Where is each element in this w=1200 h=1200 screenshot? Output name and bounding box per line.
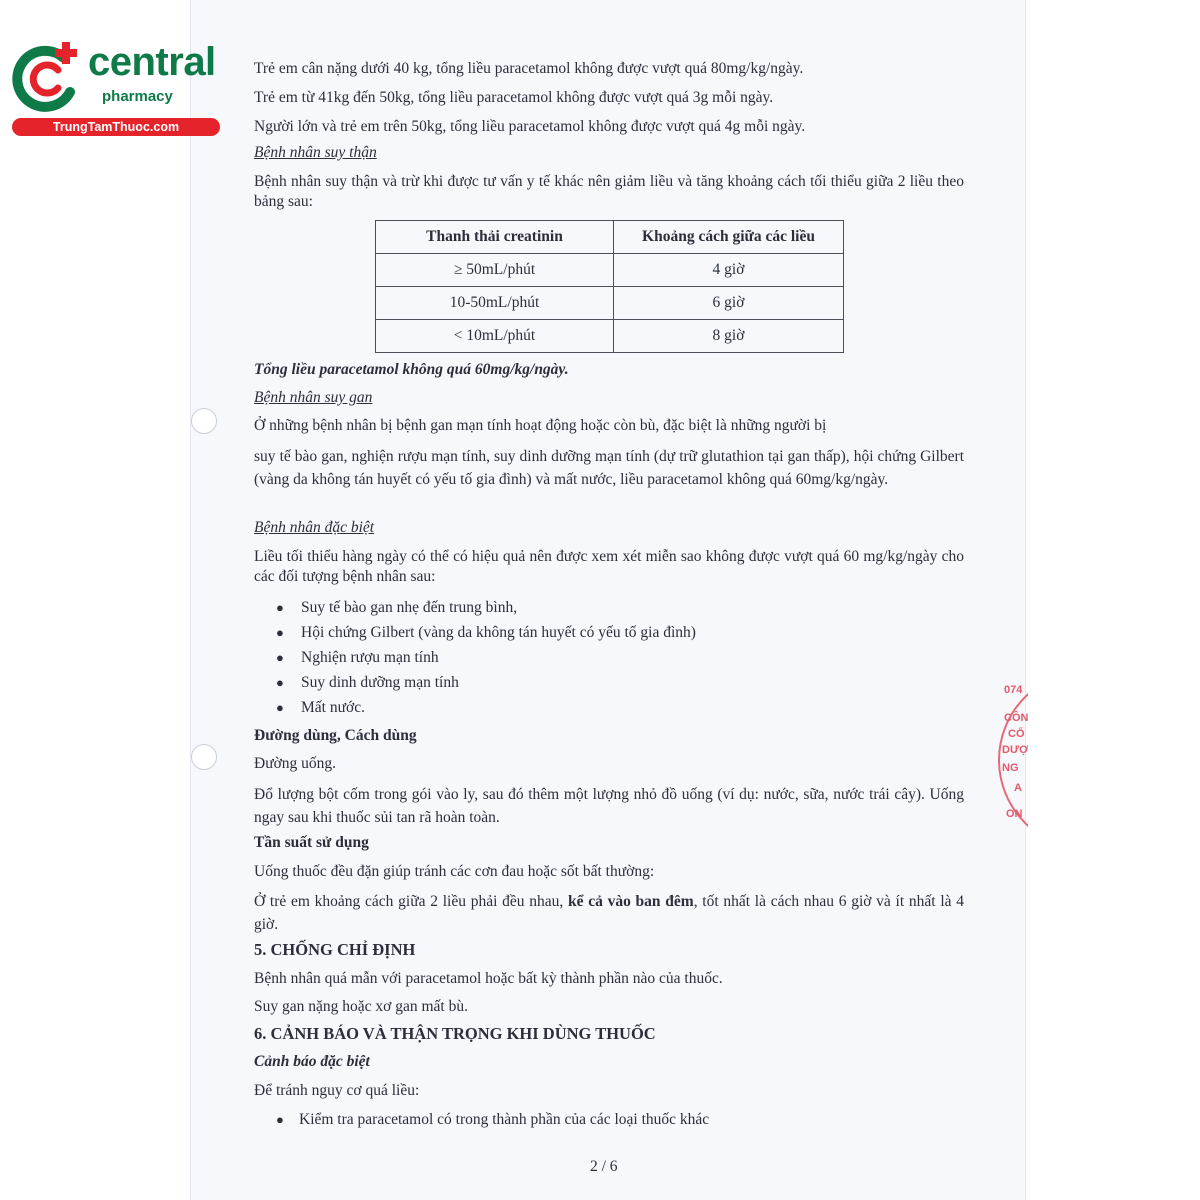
special-text: Liều tối thiểu hàng ngày có thể có hiệu quả nên được xem xét miễn sao không được vượt quá 60 mg/kg/ngày cho các đối tượng bệnh nhân sau: [254, 548, 964, 585]
table-header: Thanh thải creatinin [376, 221, 614, 254]
table-cell: 6 giờ [614, 287, 844, 320]
page-number: 2 / 6 [590, 1158, 618, 1175]
contraindication-1: Bệnh nhân quá mẫn với paracetamol hoặc bất kỳ thành phần nào của thuốc. [254, 970, 723, 987]
heading-renal: Bệnh nhân suy thận [254, 144, 377, 161]
heading-route: Đường dùng, Cách dùng [254, 727, 417, 744]
bullet-icon: ● [276, 1112, 284, 1127]
section-5-heading: 5. CHỐNG CHỈ ĐỊNH [254, 940, 416, 959]
logo-name: central [88, 40, 216, 84]
list-item: Mất nước. [301, 699, 365, 716]
bullet-icon: ● [276, 700, 284, 715]
stamp-text: CÔN [1004, 712, 1028, 724]
renal-text: Bệnh nhân suy thận và trừ khi được tư vấn y tế khác nên giảm liều và tăng khoảng cách tối thiểu giữa 2 liều theo bảng sau: [254, 173, 964, 210]
stamp-text: NG [1002, 762, 1019, 774]
contraindication-2: Suy gan nặng hoặc xơ gan mất bù. [254, 998, 468, 1015]
heading-liver: Bệnh nhân suy gan [254, 389, 373, 406]
table-header: Khoảng cách giữa các liều [614, 221, 844, 254]
liver-text-2: suy tế bào gan, nghiện rượu mạn tính, suy dinh dưỡng mạn tính (dự trữ glutathion tại gan thấp), hội chứng Gilbert (vàng da không tán huyết có yếu tố gia đình) và mất nước, liều paracetamol không quá 60mg/kg/ngày. [254, 448, 964, 488]
table-cell: < 10mL/phút [376, 320, 614, 353]
bullet-icon: ● [276, 675, 284, 690]
creatinine-table [375, 220, 844, 353]
stamp-text: 074 [1004, 684, 1023, 696]
section-6-heading: 6. CẢNH BÁO VÀ THẬN TRỌNG KHI DÙNG THUỐC [254, 1024, 656, 1043]
logo-site-link[interactable]: TrungTamThuoc.com [12, 118, 220, 136]
list-item: Suy dinh dưỡng mạn tính [301, 674, 459, 691]
logo-subtitle: pharmacy [102, 88, 173, 105]
table-row [376, 254, 844, 287]
heading-frequency: Tần suất sử dụng [254, 834, 369, 851]
dose-adults: Người lớn và trẻ em trên 50kg, tổng liều paracetamol không được vượt quá 4g mỗi ngày. [254, 118, 806, 135]
list-item: Hội chứng Gilbert (vàng da không tán huyết có yếu tố gia đình) [301, 624, 696, 641]
total-dose-note: Tổng liều paracetamol không quá 60mg/kg/ngày. [254, 361, 569, 378]
dose-children-under-40kg: Trẻ em cân nặng dưới 40 kg, tổng liều paracetamol không được vượt quá 80mg/kg/ngày. [254, 60, 804, 77]
table-row [376, 320, 844, 353]
stamp-text: CỔ [1008, 728, 1025, 740]
frequency-text-2 [254, 890, 964, 936]
route-text-2: Đổ lượng bột cốm trong gói vào ly, sau đó thêm một lượng nhỏ đồ uống (ví dụ: nước, sữa, nước trái cây). Uống ngay sau khi thuốc sủi tan rã hoàn toàn. [254, 786, 964, 826]
bullet-icon: ● [276, 600, 284, 615]
red-stamp [998, 670, 1028, 840]
list-item: Suy tế bào gan nhẹ đến trung bình, [301, 599, 518, 616]
special-warning-heading: Cảnh báo đặc biệt [254, 1053, 370, 1070]
dose-children-41-50kg: Trẻ em từ 41kg đến 50kg, tổng liều paracetamol không được vượt quá 3g mỗi ngày. [254, 89, 774, 106]
frequency-text-2a: Ở trẻ em khoảng cách giữa 2 liều phải đều nhau, [254, 893, 568, 910]
stamp-text: ON [1006, 808, 1023, 820]
list-item: Kiểm tra paracetamol có trong thành phần của các loại thuốc khác [299, 1111, 710, 1128]
frequency-text-1: Uống thuốc đều đặn giúp tránh các cơn đau hoặc sốt bất thường: [254, 863, 655, 880]
route-text-1: Đường uống. [254, 755, 337, 772]
frequency-text-2c: , tốt nhất là cách nhau 6 giờ và ít nhất là 4 giờ. [254, 893, 964, 933]
bullet-icon: ● [276, 650, 284, 665]
liver-text-1: Ở những bệnh nhân bị bệnh gan mạn tính hoạt động hoặc còn bù, đặc biệt là những người bị [254, 417, 827, 434]
table-row [376, 287, 844, 320]
stamp-text: A [1014, 782, 1022, 794]
list-item: Nghiện rượu mạn tính [301, 649, 439, 666]
stamp-text: DƯỢ [1002, 744, 1028, 756]
bullet-icon: ● [276, 625, 284, 640]
table-cell: ≥ 50mL/phút [376, 254, 614, 287]
table-header-row [376, 221, 844, 254]
table-cell: 8 giờ [614, 320, 844, 353]
table-cell: 10-50mL/phút [376, 287, 614, 320]
heading-special: Bệnh nhân đặc biệt [254, 519, 375, 536]
table-cell: 4 giờ [614, 254, 844, 287]
frequency-text-2b: kể cả vào ban đêm [567, 893, 694, 910]
warning-text: Để tránh nguy cơ quá liều: [254, 1082, 420, 1099]
